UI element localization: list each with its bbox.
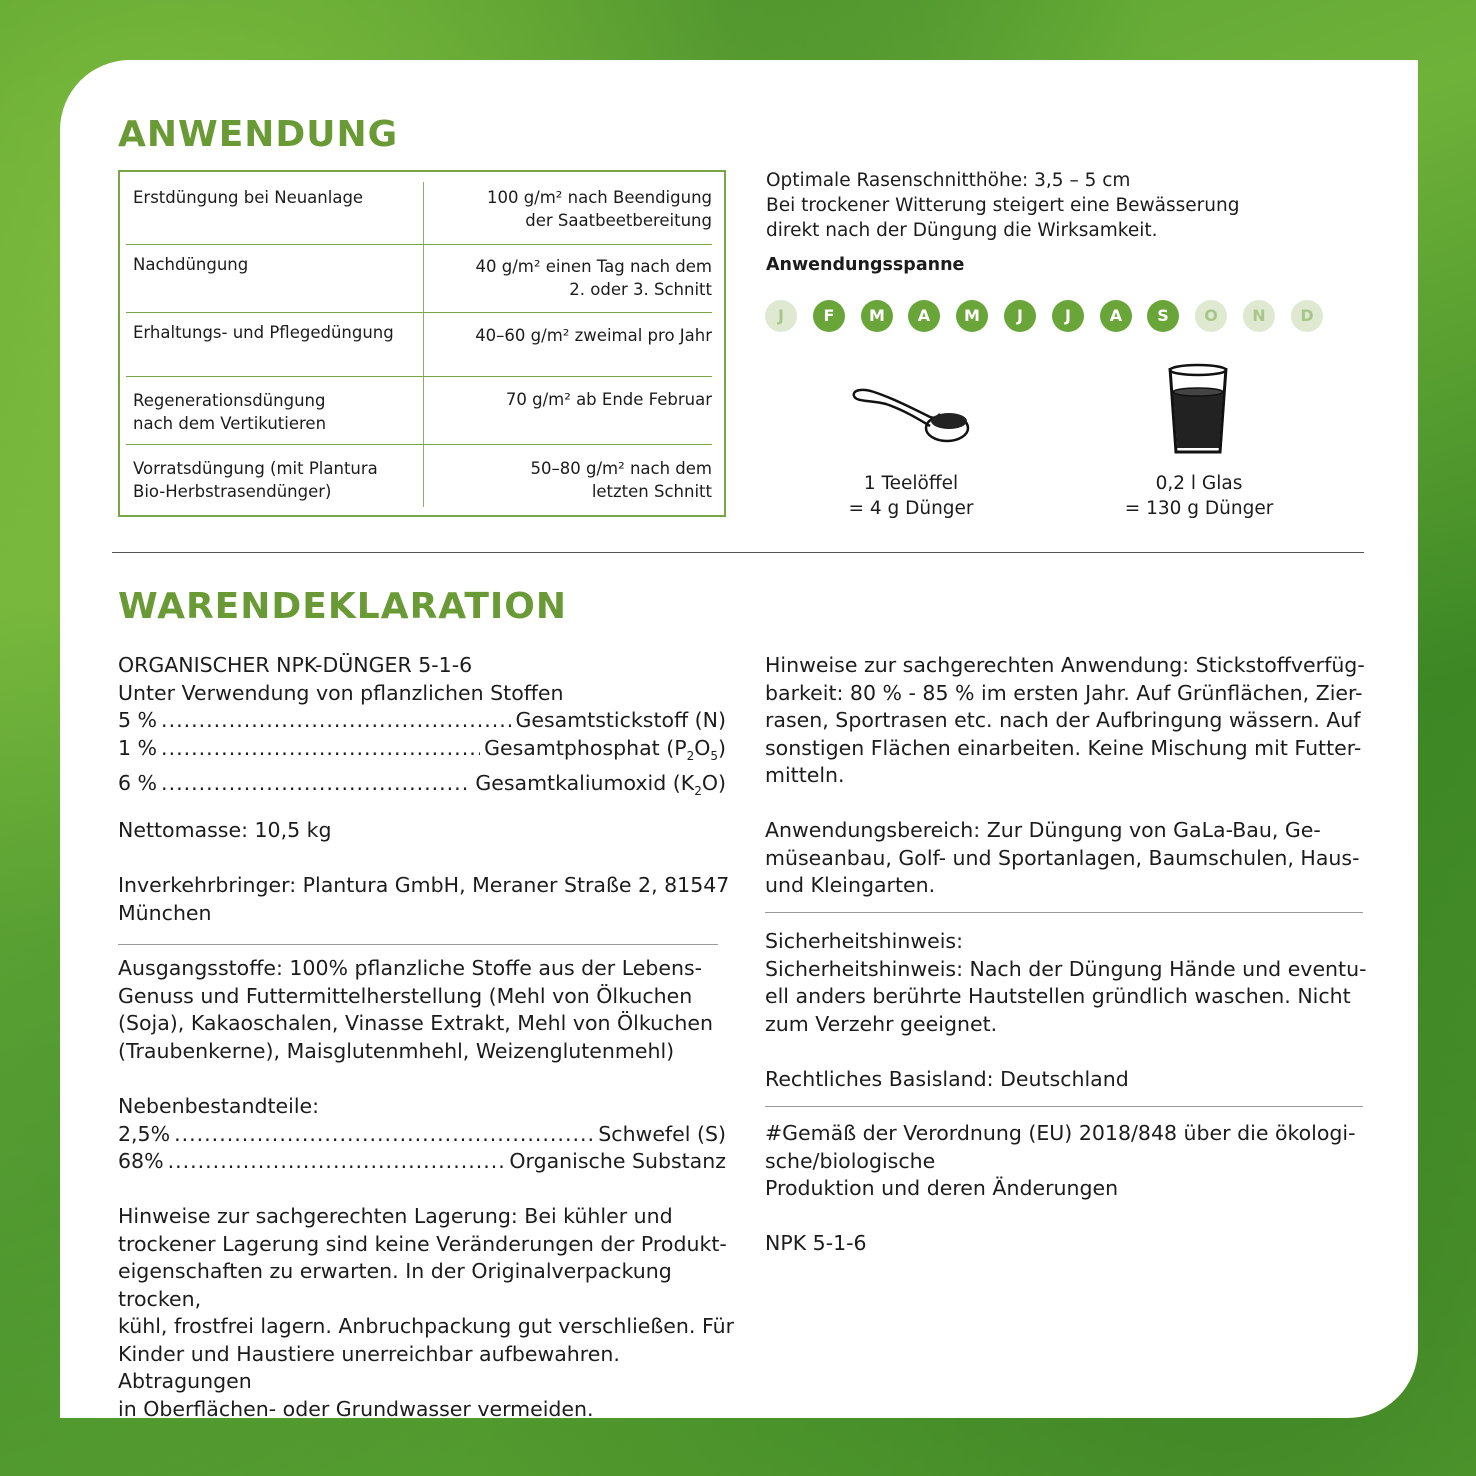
product-title: ORGANISCHER NPK-DÜNGER 5-1-6 [118,653,473,677]
component-row: 2,5% ..... Schwefel (S) [118,1121,726,1149]
table-row-label: Erhaltungs- und Pflegedüngung [133,323,394,342]
application-table [118,170,726,517]
source-materials: Ausgangsstoffe: 100% pflanzliche Stoffe aus der Lebens- Genuss und Futtermittelherstellung (Mehl von Ölkuchen (Soja), Kakaoschalen, Vinasse Extrakt, Mehl von Ölkuchen (Traubenkerne), Maisglutenmhehl, Weizenglutenmehl) [118,956,713,1063]
safety-notes: Sicherheitshinweis: Sicherheitshinweis: Nach der Düngung Hände und eventu- ell anders berührte Hautstellen gründlich waschen. Nicht zum Verzehr geeignet. [765,929,1367,1036]
component-row: 68% ..... Organische Substanz [118,1148,726,1176]
table-row-value: 70 g/m² ab Ende Februar [505,390,712,409]
legal-country: Rechtliches Basisland: Deutschland [765,1067,1129,1091]
table-row-value: 40 g/m² einen Tag nach dem 2. oder 3. Schnitt [475,257,712,299]
warendeklaration-heading: WARENDEKLARATION [118,586,568,627]
spoon-caption: 1 Teelöffel = 4 g Dünger [848,473,974,519]
application-span-title: Anwendungsspanne [766,255,965,275]
product-subtitle: Unter Verwendung von pflanzlichen Stoffen [118,680,564,705]
left-divider [118,944,718,945]
glass-caption: 0,2 l Glas = 130 g Dünger [1124,473,1274,519]
nutrient-row: 5 % ..... Gesamtstickstoff (N) [118,707,726,735]
month-7-badge: J [1052,300,1084,332]
table-row-value: 100 g/m² nach Beendigung der Saatbeetbereitung [486,188,712,230]
month-5-badge: M [956,300,988,332]
month-6-badge: J [1004,300,1036,332]
month-9-badge: S [1147,300,1179,332]
glass-icon [1164,362,1232,458]
table-row-label: Nachdüngung [133,255,249,274]
anwendung-heading: ANWENDUNG [118,114,399,155]
application-notes: Hinweise zur sachgerechten Anwendung: Stickstoffverfüg- barkeit: 80 % - 85 % im ersten Jahr. Auf Grünflächen, Zier- rasen, Sportrasen etc. nach der Aufbringung wässern. Auf sonstigen Flächen einarbeiten. Keine Mischung mit Futter- mitteln. [765,653,1365,787]
right-divider [765,1106,1363,1107]
table-row-divider [126,444,712,445]
month-1-badge: J [765,300,797,332]
table-row-value: 40–60 g/m² zweimal pro Jahr [475,326,712,345]
section-divider [112,552,1364,553]
teaspoon-icon [848,386,972,446]
table-row-divider [126,376,712,377]
table-column-divider [423,182,424,507]
storage-notes: Hinweise zur sachgerechten Lagerung: Bei kühler und trockener Lagerung sind keine Veränderungen der Produkt- eigenschaften zu erwarten. In der Originalverpackung trocken, kühl, frostfrei lagern. Anbruchpackung gut verschließen. Für Kinder und Haustiere unerreichbar aufbewahren. Abtragungen in Oberflächen- oder Grundwasser vermeiden. [118,1204,735,1421]
month-12-badge: D [1291,300,1323,332]
secondary-components: Nebenbestandteile: 2,5% ..... Schwefel (S) 68% ..... Organische Substanz [118,1093,738,1176]
nutrient-row: 1 % ..... Gesamtphosphat $(P_2O_5)$ [118,735,726,771]
month-2-badge: F [813,300,845,332]
mowing-info: Optimale Rasenschnitthöhe: 3,5 – 5 cm Bei trockener Witterung steigert eine Bewässerung direkt nach der Düngung die Wirksamkeit. [766,170,1240,241]
eu-regulation: #Gemäß der Verordnung (EU) 2018/848 über die ökologi- sche/biologische Produktion und deren Änderungen [765,1121,1356,1200]
table-row-divider [126,312,712,313]
application-area: Anwendungsbereich: Zur Düngung von GaLa-Bau, Ge- müseanbau, Golf- und Sportanlagen, Baumschulen, Haus- und Kleingarten. [765,818,1360,897]
npk-label: NPK 5-1-6 [765,1231,867,1255]
table-row-label: Erstdüngung bei Neuanlage [133,188,364,207]
nutrient-row: 6 % ..... Gesamtkaliumoxid $(K_2O)$ [118,770,726,806]
month-4-badge: A [908,300,940,332]
distributor: Inverkehrbringer: Plantura GmbH, Meraner Straße 2, 81547 München [118,873,730,925]
table-row-divider [126,244,712,245]
table-row-value: 50–80 g/m² nach dem letzten Schnitt [530,459,712,501]
table-row-label: Vorratsdüngung (mit Plantura Bio-Herbstrasendünger) [133,459,378,501]
right-divider [765,912,1363,913]
net-mass: Nettomasse: 10,5 kg [118,818,332,842]
month-10-badge: O [1195,300,1227,332]
table-row-label: Regenerationsdüngung nach dem Vertikutieren [133,391,327,433]
month-8-badge: A [1100,300,1132,332]
product-declaration [118,652,738,806]
month-3-badge: M [861,300,893,332]
month-11-badge: N [1243,300,1275,332]
